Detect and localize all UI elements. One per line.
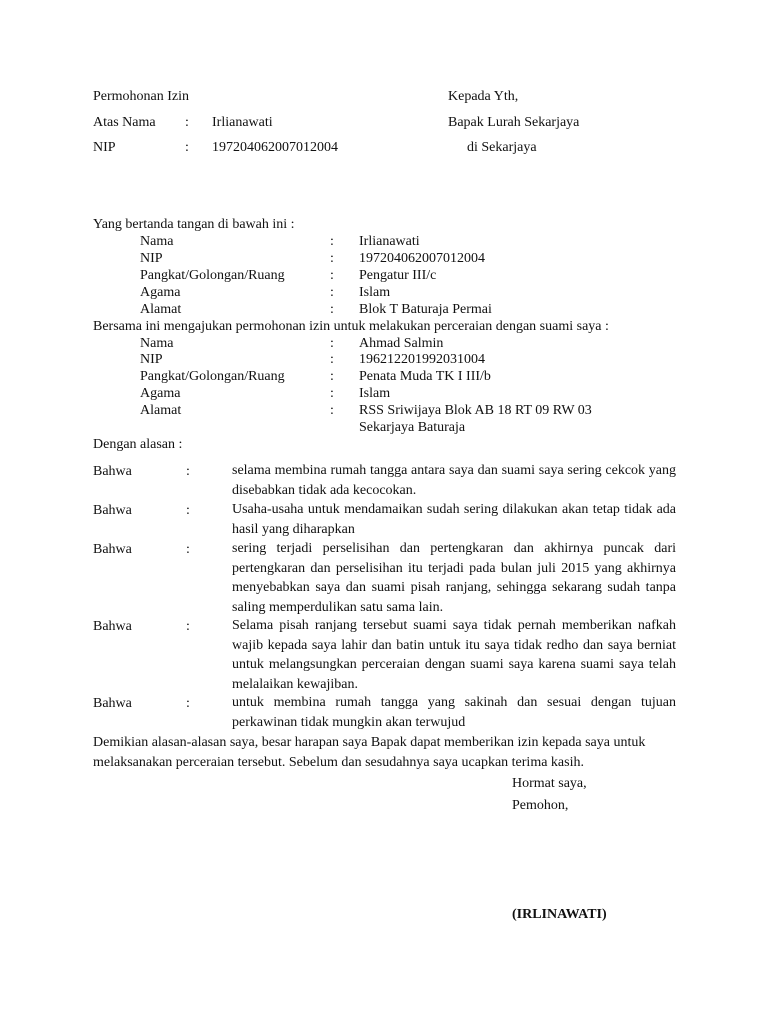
reason-label: Bahwa — [93, 503, 132, 518]
husband-label: Pangkat/Golongan/Ruang — [140, 369, 285, 384]
name-value: Irlianawati — [212, 115, 273, 130]
husband-label: NIP — [140, 352, 163, 367]
reason-colon: : — [186, 503, 190, 518]
reasons-heading: Dengan alasan : — [93, 437, 183, 452]
applicant-label: Agama — [140, 285, 181, 300]
closing-paragraph: Demikian alasan-alasan saya, besar harapan saya Bapak dapat memberikan izin kepada saya untuk melaksanakan perceraian tersebut. Sebelum dan sesudahnya saya ucapkan terima kasih. — [93, 735, 646, 770]
applicant-label: Pangkat/Golongan/Ruang — [140, 268, 285, 283]
reason-colon: : — [186, 619, 190, 634]
husband-colon: : — [330, 369, 334, 384]
husband-colon: : — [330, 336, 334, 351]
applicant-value: Irlianawati — [359, 234, 420, 249]
reason-label: Bahwa — [93, 619, 132, 634]
reason-colon: : — [186, 696, 190, 711]
signature-greeting: Hormat saya, — [512, 776, 587, 791]
husband-address-line-2: Sekarjaya Baturaja — [359, 420, 466, 435]
reason-colon: : — [186, 542, 190, 557]
reason-text: untuk membina rumah tangga yang sakinah dan sesuai dengan tujuan perkawinan tidak mungkin akan terwujud — [232, 695, 676, 730]
applicant-colon: : — [330, 285, 334, 300]
reason-text: Usaha-usaha untuk mendamaikan sudah sering dilakukan akan tetap tidak ada hasil yang diharapkan — [232, 502, 676, 537]
recipient-line-2: Bapak Lurah Sekarjaya — [448, 115, 580, 130]
reason-label: Bahwa — [93, 542, 132, 557]
husband-value: RSS Sriwijaya Blok AB 18 RT 09 RW 03 — [359, 403, 592, 418]
applicant-colon: : — [330, 302, 334, 317]
letter-subject: Permohonan Izin — [93, 89, 190, 104]
husband-value: Ahmad Salmin — [359, 336, 444, 351]
reason-colon: : — [186, 464, 190, 479]
applicant-label: Nama — [140, 234, 174, 249]
nip-value: 197204062007012004 — [212, 140, 338, 155]
applicant-value: 197204062007012004 — [359, 251, 485, 266]
applicant-label: NIP — [140, 251, 163, 266]
intro-text: Yang bertanda tangan di bawah ini : — [93, 217, 295, 232]
applicant-label: Alamat — [140, 302, 182, 317]
husband-colon: : — [330, 403, 334, 418]
recipient-line-3: di Sekarjaya — [467, 140, 537, 155]
reason-label: Bahwa — [93, 696, 132, 711]
husband-value: 196212201992031004 — [359, 352, 485, 367]
husband-value: Islam — [359, 386, 391, 401]
husband-label: Nama — [140, 336, 174, 351]
nip-label: NIP — [93, 140, 116, 155]
reason-text: sering terjadi perselisihan dan pertengkaran dan akhirnya puncak dari pertengkaran dan perselisihan itu terjadi pada bulan juli 2015 yang akhirnya menyebabkan saya dan suami pisah ranjang, sehingga sekarang sudah tanpa saling memperdulikan satu sama lain. — [232, 541, 676, 615]
name-label: Atas Nama — [93, 115, 156, 130]
husband-value: Penata Muda TK I III/b — [359, 369, 491, 384]
reason-text: Selama pisah ranjang tersebut suami saya tidak pernah memberikan nafkah wajib kepada saya lahir dan batin untuk itu saya tidak redho dan saya berniat untuk melangsungkan perceraian dengan suami saya karena suami saya telah melalaikan kewajiban. — [232, 618, 676, 692]
husband-colon: : — [330, 352, 334, 367]
husband-colon: : — [330, 386, 334, 401]
signature-name: (IRLINAWATI) — [512, 907, 607, 922]
recipient-line-1: Kepada Yth, — [448, 89, 519, 104]
applicant-colon: : — [330, 268, 334, 283]
reason-text: selama membina rumah tangga antara saya dan suami saya sering cekcok yang disebabkan tidak ada kecocokan. — [232, 463, 676, 498]
reason-label: Bahwa — [93, 464, 132, 479]
applicant-colon: : — [330, 234, 334, 249]
applicant-value: Blok T Baturaja Permai — [359, 302, 492, 317]
applicant-colon: : — [330, 251, 334, 266]
nip-colon: : — [185, 140, 189, 155]
husband-label: Agama — [140, 386, 181, 401]
applicant-value: Pengatur III/c — [359, 268, 437, 283]
husband-label: Alamat — [140, 403, 182, 418]
name-colon: : — [185, 115, 189, 130]
applicant-value: Islam — [359, 285, 391, 300]
signature-role: Pemohon, — [512, 798, 569, 813]
request-text: Bersama ini mengajukan permohonan izin untuk melakukan perceraian dengan suami saya : — [93, 319, 609, 334]
